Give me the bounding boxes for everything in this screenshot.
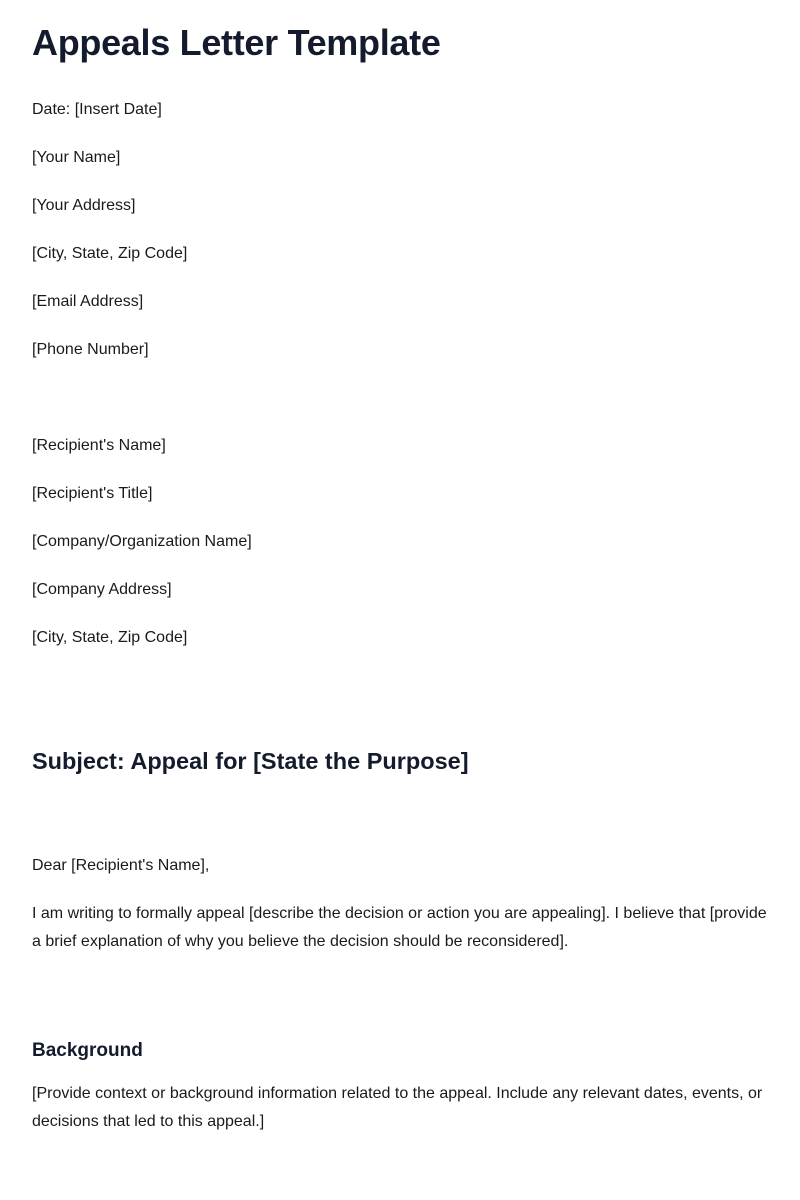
recipient-name: [Recipient's Name] <box>32 437 166 454</box>
page-title: Appeals Letter Template <box>32 22 441 63</box>
recipient-address: [Company Address] <box>32 581 172 598</box>
sender-date: Date: [Insert Date] <box>32 101 162 118</box>
intro-paragraph: I am writing to formally appeal [describe the decision or action you are appealing]. I believe that [provide a brief explanation of why you believe the decision should be reconsidered]. <box>32 905 767 950</box>
sender-phone: [Phone Number] <box>32 341 149 358</box>
section-body-background: [Provide context or background information related to the appeal. Include any relevant dates, events, or decisions that led to this appeal.] <box>32 1085 763 1130</box>
sender-email: [Email Address] <box>32 293 144 310</box>
recipient-title: [Recipient's Title] <box>32 485 153 502</box>
sender-city-state-zip: [City, State, Zip Code] <box>32 245 188 262</box>
salutation: Dear [Recipient's Name], <box>32 857 210 874</box>
recipient-city-state-zip: [City, State, Zip Code] <box>32 629 188 646</box>
section-heading-background: Background <box>32 1040 143 1061</box>
sender-name: [Your Name] <box>32 149 121 166</box>
sender-address: [Your Address] <box>32 197 136 214</box>
subject-heading: Subject: Appeal for [State the Purpose] <box>32 748 469 774</box>
recipient-organization: [Company/Organization Name] <box>32 533 252 550</box>
